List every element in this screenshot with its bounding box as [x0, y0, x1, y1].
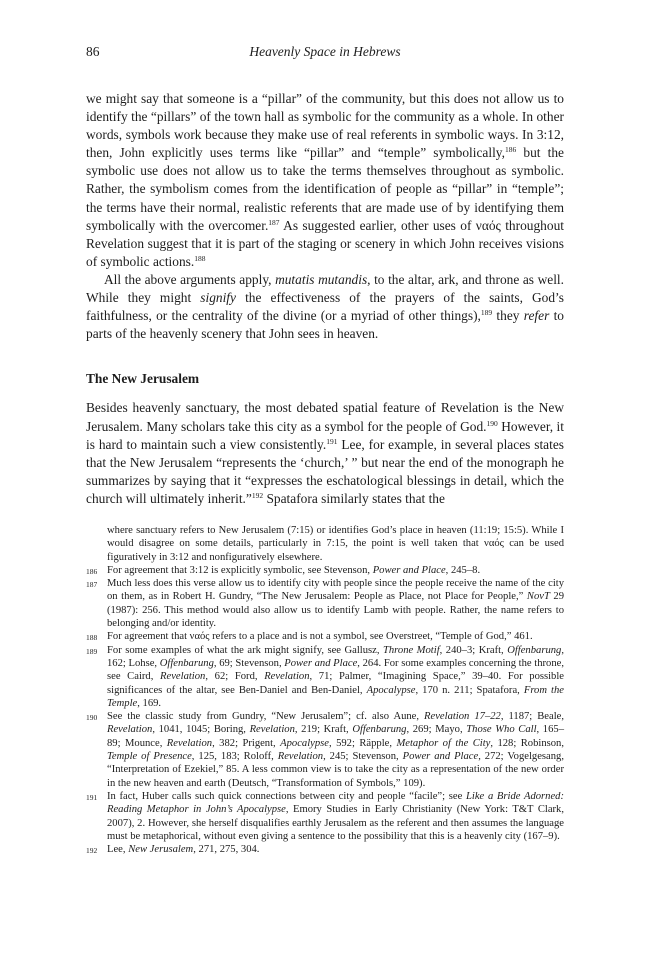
italic-run: Power and Place [284, 657, 358, 669]
text-run: , 269; Mayo, [406, 724, 467, 736]
italic-run: NovT [526, 591, 550, 603]
text-run: , 71; Palmer, “Imagining Space,” 39–40. For possible significances of the altar, see Ben-Daniel and Ben-Daniel, [107, 671, 565, 696]
text-run: Besides heavenly sanctuary, the most debated spatial feature of Revelation is the New Jerusalem. Many scholars take this city as a symbol for the people of God. [86, 400, 564, 434]
text-run: , 264. For some examples concerning the throne, see Caird, [107, 657, 564, 683]
footnote-number: 189 [86, 646, 98, 656]
text-run: As suggested earlier, other uses of ναός throughout Revelation suggest that it is part of the staging or scenery in which John receives visions of symbolic actions. [86, 217, 564, 269]
text-run: , 272; Vogelgesang, “Interpretation of Ezekiel,” 85. A less common view is to take the city as a representation of the new order in the new heaven and earth (Deutsch, “Transformation of Symbols,” 109). [107, 751, 564, 789]
text-run: , 592; Räpple, [328, 737, 397, 749]
text-run: , 382; Prigent, [212, 737, 281, 749]
italic-run: Revelation [264, 671, 310, 683]
text-run: , 162; Lohse, [107, 644, 564, 669]
footnote-ref-190[interactable]: 190 [486, 418, 498, 428]
footnote-189 [86, 644, 564, 710]
text-run: we might say that someone is a “pillar” of the community, but this does not allow us to identify the “pillars” of the town hall as symbolic for the community as a whole. In other words, symbols work because they make use of real referents in symbolic ways. In 3:12, then, John explicitly uses terms like “pillar” and “temple” symbolically, [86, 91, 564, 161]
text-run: , 240–3; Kraft, [439, 644, 508, 656]
footnote-188 [86, 630, 564, 643]
footnotes [86, 524, 564, 856]
text-run: However, it is hard to maintain such a view consistently. [86, 418, 564, 452]
text-run: , Emory Studies in Early Christianity (New York: T&T Clark, 2007), 2. However, she herself disqualifies earthly Jerusalem as the referent and then assumes the language must be metaphorical, without even giving a sentence to the possibility that this is a heavenly city (167–9). [107, 804, 564, 842]
italic-run: Offenbarung [507, 644, 562, 656]
text-run: For agreement that 3:12 is explicitly symbolic, see Stevenson, [107, 564, 373, 576]
text-run: , 1041, 1045; Boring, [152, 724, 250, 736]
paragraph-3 [86, 399, 564, 508]
italic-run: Temple of Presence [107, 751, 192, 763]
italic-run: Revelation [160, 671, 206, 683]
text-run: , 170 n. 211; Spatafora, [415, 684, 524, 696]
footnote-191 [86, 790, 564, 843]
italic-run: Power and Place [372, 564, 446, 576]
footnote-ref-191[interactable]: 191 [326, 436, 338, 446]
text-run: , 62; Ford, [205, 671, 265, 683]
running-head [86, 44, 564, 64]
text-run: , 69; Stevenson, [213, 657, 285, 669]
footnote-number: 188 [86, 633, 98, 643]
footnote-186 [86, 564, 564, 577]
text-run: In fact, Huber calls such quick connections between city and people “facile”; see [107, 790, 466, 802]
italic-run: Throne Motif [382, 644, 440, 656]
footnote-number: 187 [86, 580, 98, 590]
italic-run: Apocalypse [366, 684, 416, 696]
italic-run: Apocalypse [280, 737, 329, 749]
italic-run: Offenbarung [159, 657, 214, 669]
italic-run: New Jerusalem [128, 844, 194, 856]
text-run: All the above arguments apply, [104, 271, 276, 287]
footnote-number: 192 [86, 846, 98, 856]
italic-run: Revelation [107, 724, 153, 736]
text-run: See the classic study from Gundry, “New Jerusalem”; cf. also Aune, [107, 711, 425, 723]
italic-run: Like a Bride Adorned: Reading Metaphor in John’s Apocalypse [107, 790, 564, 816]
footnote-190 [86, 710, 564, 790]
text-run: , 245–8. [445, 564, 481, 576]
italic-run: Revelation 17–22 [424, 711, 501, 723]
text-run: , to the altar, ark, and throne as well. While they might [86, 271, 564, 306]
paragraph-2 [86, 271, 564, 343]
text-run: the effectiveness of the prayers of the saints, God’s faithfulness, or the centrality of the divine (or a myriad of other things), [86, 290, 564, 324]
footnote-number: 186 [86, 566, 98, 576]
footnote-number: 191 [86, 792, 98, 802]
footnote-ref-187[interactable]: 187 [268, 217, 280, 227]
text-run: but the symbolic use does not allow us to take the terms themselves throughout as symbolic. Rather, the symbolism comes from the identification of people as “pillar” in “temple”; the terms have their normal, realistic referents that are made use of by identifying them symbolically with the overcomer. [86, 145, 564, 233]
italic-run: Revelation [166, 737, 213, 749]
page-number: 86 [86, 44, 100, 59]
text-run: , 219; Kraft, [294, 724, 353, 736]
footnote-ref-188[interactable]: 188 [194, 253, 206, 263]
text-run: , 271, 275, 304. [193, 844, 260, 856]
main-text [86, 90, 564, 508]
italic-run: Power and Place [402, 751, 479, 763]
footnote-ref-189[interactable]: 189 [480, 308, 493, 318]
footnote-ref-186[interactable]: 186 [504, 145, 517, 155]
running-title: Heavenly Space in Hebrews [249, 44, 401, 59]
italic-run: Those Who Call [466, 724, 537, 736]
italic-run: From the Temple [107, 684, 564, 709]
footnote-continuation: where sanctuary refers to New Jerusalem (7:15) or identifies God’s place in heaven (11:19; 15:5). While I would disagree on some details, particularly in 7:15, the point is well taken that ναός can be used figuratively in 3:12 and nonfiguratively elsewhere. [107, 525, 564, 563]
text-run: Lee, [107, 844, 129, 856]
text-run: Lee, for example, in several places states that the New Jerusalem “represents the ‘church,’ ” but near the end of the monograph he summarizes by saying that it “expresses the eschatological blessings in detail, which the church will ultimately inherit.” [86, 436, 564, 506]
text-run: , 1187; Beale, [500, 711, 564, 723]
italic-run: Revelation [249, 724, 295, 736]
italic-run: Metaphor of the City [396, 737, 491, 749]
text-run: Much less does this verse allow us to identify city with people since the people receive the name of the city on them, as in Robert H. Gundry, “The New Jerusalem: People as Place, not Place for People,” [107, 578, 564, 603]
footnote-number: 190 [86, 713, 98, 723]
footnote-192 [86, 843, 564, 856]
section-heading: The New Jerusalem [86, 371, 200, 387]
italic-run: refer [523, 308, 550, 324]
text-run: For some examples of what the ark might signify, see Gallusz, [107, 644, 383, 656]
footnote-187 [86, 577, 564, 630]
italic-run: signify [200, 290, 236, 306]
paragraph-1 [86, 90, 564, 271]
italic-run: mutatis mutandis [275, 271, 368, 287]
text-run: , 128; Robinson, [490, 737, 564, 749]
italic-run: Offenbarung [352, 724, 407, 736]
text-run: Spatafora similarly states that the [263, 490, 445, 506]
text-run: , 169. [137, 697, 162, 709]
italic-run: Revelation [277, 751, 324, 763]
text-run: 29 (1987): 256. This method would also allow us to identify Lamb with people. Rather, the name refers to belonging and/or identity. [107, 591, 564, 630]
footnote-ref-192[interactable]: 192 [251, 490, 264, 500]
text-run: For agreement that ναός refers to a place and is not a symbol, see Overstreet, “Temple of God,” 461. [107, 631, 533, 643]
text-run: they [492, 308, 524, 324]
text-run: to parts of the heavenly scenery that John sees in heaven. [86, 308, 564, 342]
text-run: , 165–89; Mounce, [107, 724, 564, 749]
text-run: , 245; Stevenson, [323, 751, 403, 763]
text-run: , 125, 183; Roloff, [191, 751, 278, 763]
